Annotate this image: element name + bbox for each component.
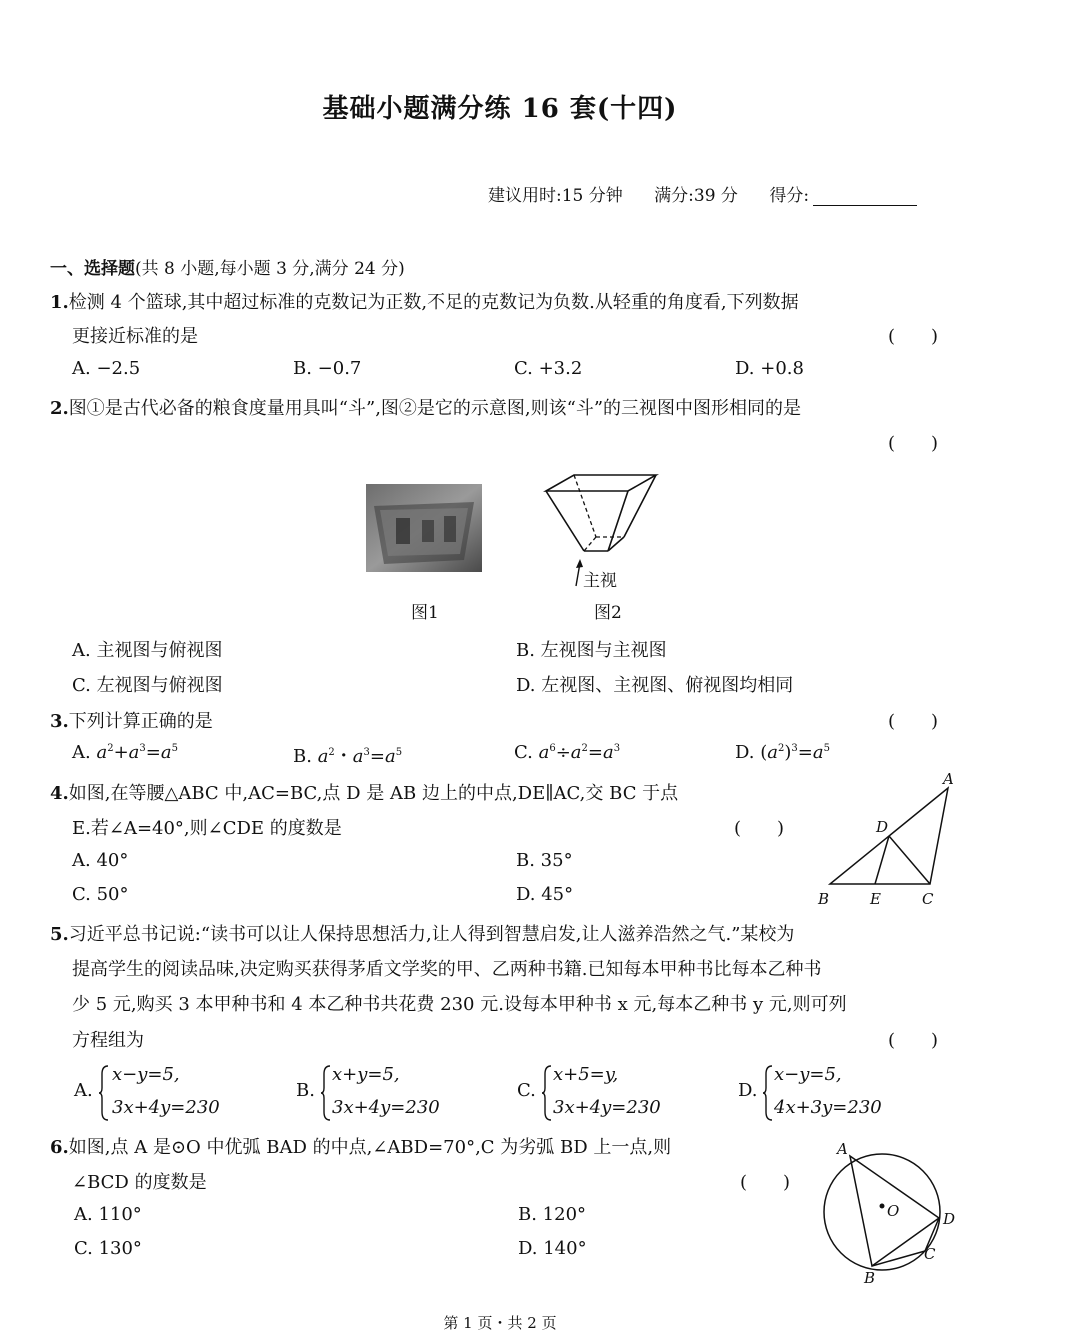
label-c: C (922, 890, 934, 908)
label-b: B (864, 1269, 876, 1286)
q1-option-d: D. +0.8 (735, 358, 804, 379)
q5-option-a-eq2: 3x+4y=230 (112, 1097, 220, 1118)
q1-number: 1. (50, 292, 69, 313)
q1-option-c: C. +3.2 (514, 358, 583, 379)
q4-number: 4. (50, 783, 69, 804)
q4-triangle-figure (812, 766, 962, 910)
q5-option-b-brace (320, 1064, 332, 1122)
page-footer: 第 1 页・共 2 页 (443, 1314, 557, 1332)
q1-option-a: A. −2.5 (72, 358, 141, 379)
q5-option-d-eq1: x−y=5, (774, 1064, 842, 1085)
page-title: 基础小题满分练 16 套(十四) (322, 94, 678, 124)
q4-line2: E.若∠A=40°,则∠CDE 的度数是 (72, 818, 342, 839)
q2-answer-paren: ( ) (888, 433, 939, 454)
q6-line1: 6.如图,点 A 是⊙O 中优弧 BAD 的中点,∠ABD=70°,C 为劣弧 BD 上一点,则 (50, 1137, 672, 1158)
q3-option-d: D. $(a^2)^3=a^5$ (735, 742, 830, 763)
center-point (880, 1204, 885, 1209)
full-score: 满分:39 分 (654, 186, 738, 206)
q1-line1: 1.检测 4 个篮球,其中超过标准的克数记为正数,不足的克数记为负数.从轻重的角度看,下列数据 (50, 292, 799, 313)
q2-option-a: A. 主视图与俯视图 (72, 640, 223, 661)
q5-option-c-eq1: x+5=y, (553, 1064, 619, 1085)
q2-option-c: C. 左视图与俯视图 (72, 675, 223, 696)
label-c: C (924, 1245, 936, 1263)
label-a: A (837, 1140, 848, 1158)
figure1-caption: 图1 (411, 603, 439, 623)
front-view-label: 主视 (583, 571, 617, 591)
q3-option-c: C. $a^6\div a^2=a^3$ (514, 742, 621, 763)
q5-option-c-letter: C. (517, 1080, 536, 1101)
segment-de (875, 836, 889, 884)
label-d: D (876, 818, 889, 836)
q6-option-d: D. 140° (518, 1238, 587, 1259)
score-label: 得分: (769, 186, 810, 206)
q5-line3: 少 5 元,购买 3 本甲种书和 4 本乙种书共花费 230 元.设每本甲种书 x 元,每本乙种书 y 元,则可列 (72, 994, 847, 1015)
q6-number: 6. (50, 1137, 69, 1158)
q5-line2: 提高学生的阅读品味,决定购买获得茅盾文学奖的甲、乙两种书籍.已知每本甲种书比每本乙种书 (72, 959, 822, 980)
q5-option-d-brace (762, 1064, 774, 1122)
q6-answer-paren: ( ) (740, 1172, 791, 1193)
label-o: O (887, 1202, 900, 1220)
section-header (50, 254, 405, 279)
suggested-time: 建议用时:15 分钟 (488, 186, 623, 206)
exam-meta (488, 181, 943, 206)
q5-option-a-brace (98, 1064, 110, 1122)
q6-option-a: A. 110° (74, 1204, 142, 1225)
q1-answer-paren: ( ) (888, 326, 939, 347)
q3-line1: 3.下列计算正确的是 (50, 711, 213, 732)
q4-answer-paren: ( ) (734, 818, 785, 839)
label-d: D (943, 1210, 956, 1228)
q2-option-b: B. 左视图与主视图 (516, 640, 667, 661)
q5-option-c-brace (541, 1064, 553, 1122)
q5-line1: 5.习近平总书记说:“读书可以让人保持思想活力,让人得到智慧启发,让人滋养浩然之气.”某校为 (50, 924, 795, 945)
q3-answer-paren: ( ) (888, 711, 939, 732)
q5-option-a-letter: A. (74, 1080, 93, 1101)
q5-option-b-letter: B. (296, 1080, 315, 1101)
q4-option-c: C. 50° (72, 884, 129, 905)
label-b: B (818, 890, 830, 908)
figure2-caption: 图2 (594, 603, 622, 623)
circle-o (824, 1154, 940, 1270)
q2-line1: 2.图①是古代必备的粮食度量用具叫“斗”,图②是它的示意图,则该“斗”的三视图中图形相同的是 (50, 398, 802, 419)
segment-dc (889, 836, 930, 884)
q5-answer-paren: ( ) (888, 1030, 939, 1051)
q6-option-c: C. 130° (74, 1238, 142, 1259)
label-a: A (943, 770, 954, 788)
q2-number: 2. (50, 398, 69, 419)
section-note: (共 8 小题,每小题 3 分,满分 24 分) (135, 259, 405, 279)
q5-line4: 方程组为 (72, 1030, 144, 1051)
q3-option-a: A. $a^2+a^3=a^5$ (72, 742, 178, 763)
front-view-arrow (576, 559, 583, 586)
q3-number: 3. (50, 711, 69, 732)
q5-option-d-eq2: 4x+3y=230 (774, 1097, 882, 1118)
section-label: 一、选择题 (50, 259, 135, 279)
score-blank (813, 189, 917, 206)
q5-number: 5. (50, 924, 69, 945)
q4-option-d: D. 45° (516, 884, 574, 905)
q5-option-d-letter: D. (738, 1080, 758, 1101)
q2-option-d: D. 左视图、主视图、俯视图均相同 (516, 675, 794, 696)
q1-line2: 更接近标准的是 (72, 326, 198, 347)
q4-option-a: A. 40° (72, 850, 129, 871)
q1-option-b: B. −0.7 (293, 358, 362, 379)
q4-option-b: B. 35° (516, 850, 573, 871)
dou-photo (366, 484, 482, 572)
q6-option-b: B. 120° (518, 1204, 587, 1225)
q6-circle-figure (812, 1136, 962, 1286)
q6-line2: ∠BCD 的度数是 (72, 1172, 207, 1193)
q4-line1: 4.如图,在等腰△ABC 中,AC=BC,点 D 是 AB 边上的中点,DE∥AC,交 BC 于点 (50, 783, 679, 804)
q5-option-a-eq1: x−y=5, (112, 1064, 180, 1085)
label-e: E (870, 890, 881, 908)
q5-option-b-eq2: 3x+4y=230 (332, 1097, 440, 1118)
q5-option-c-eq2: 3x+4y=230 (553, 1097, 661, 1118)
q5-option-b-eq1: x+y=5, (332, 1064, 400, 1085)
q3-option-b: B. $a^2$・$a^3=a^5$ (293, 746, 403, 767)
